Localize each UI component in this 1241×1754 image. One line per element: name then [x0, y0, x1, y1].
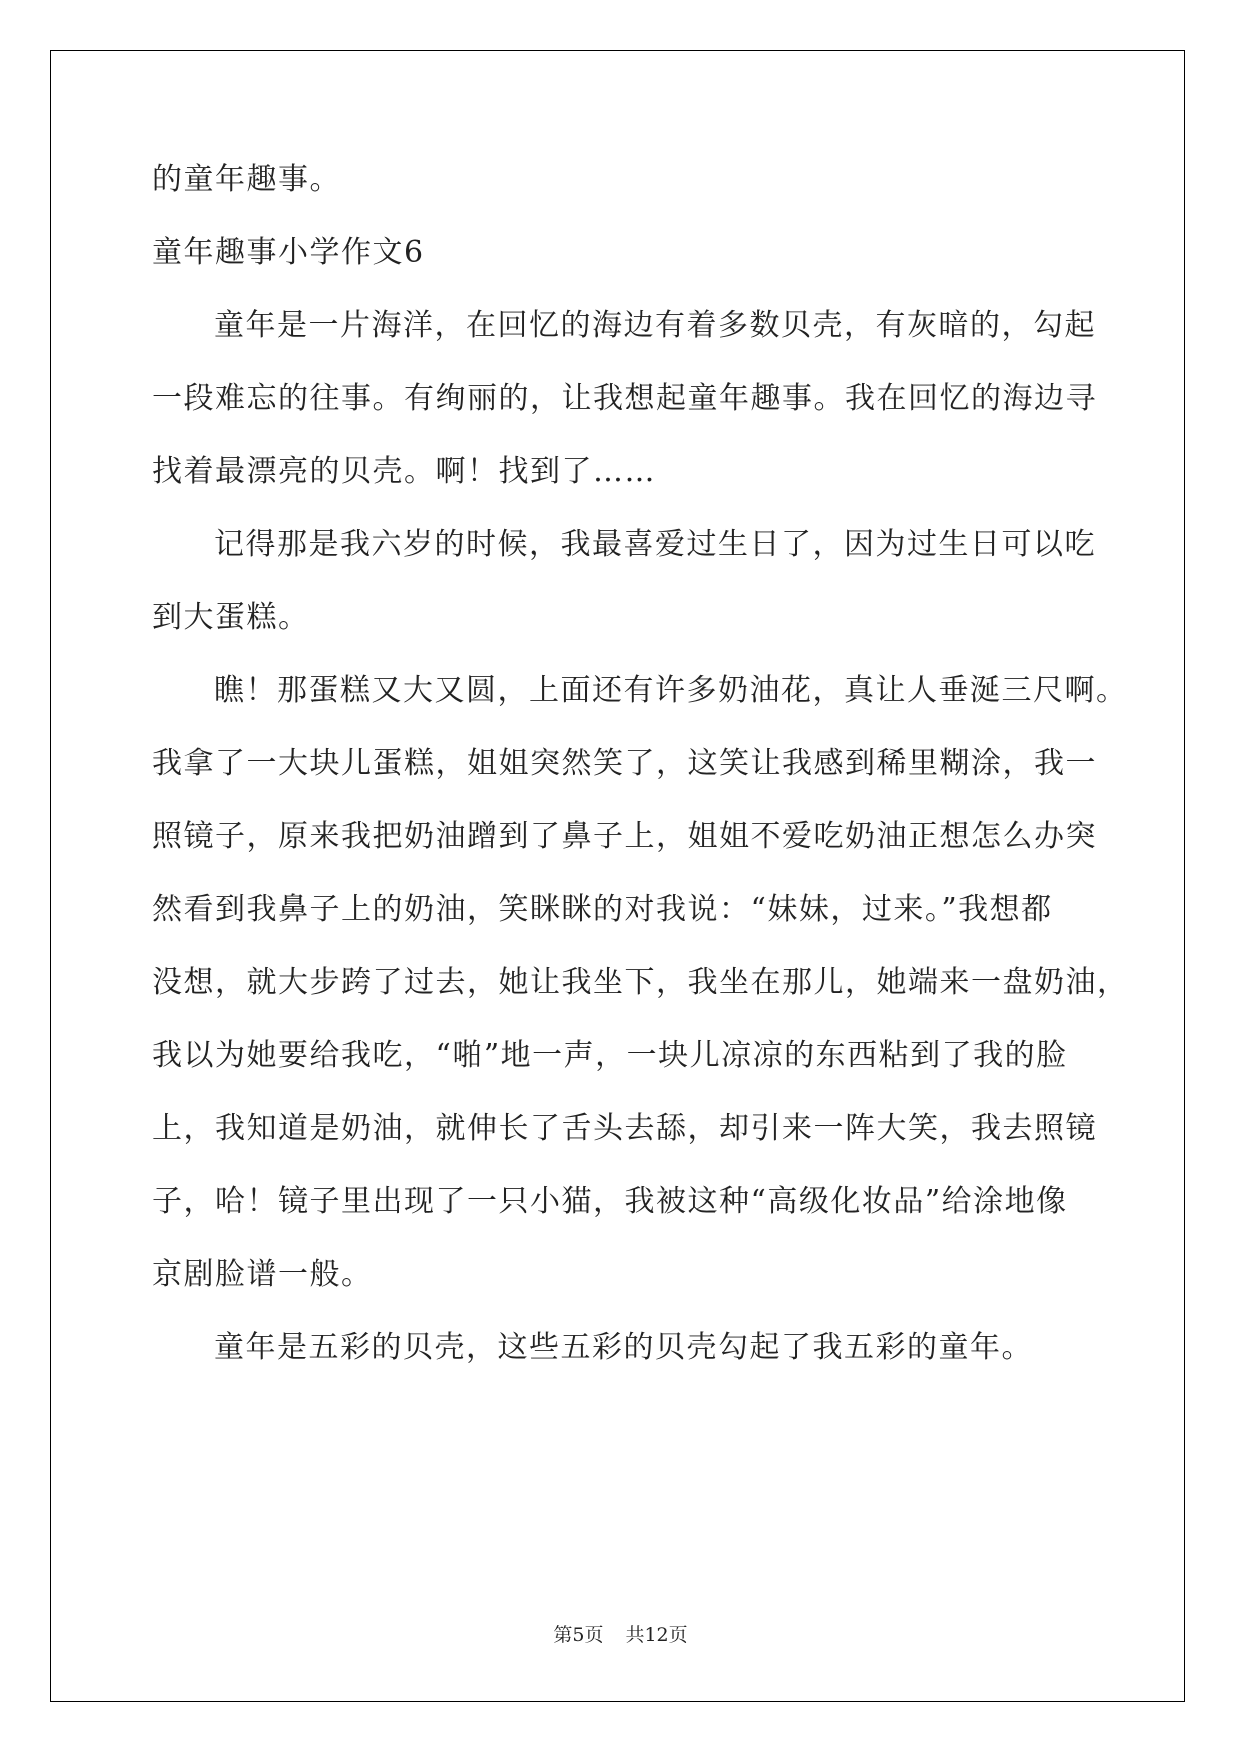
text-line: 我以为她要给我吃，“啪”地一声，一块儿凉凉的东西粘到了我的脸 — [152, 1038, 1068, 1073]
text-line: 童年是五彩的贝壳，这些五彩的贝壳勾起了我五彩的童年。 — [214, 1330, 1033, 1365]
text-line: 一段难忘的往事。有绚丽的，让我想起童年趣事。我在回忆的海边寻 — [152, 381, 1097, 416]
text-line: 到大蛋糕。 — [152, 600, 310, 635]
page-total: 共12页 — [625, 1624, 688, 1646]
text-line: 我拿了一大块儿蛋糕，姐姐突然笑了，这笑让我感到稀里糊涂，我一 — [152, 746, 1097, 781]
text-line: 找着最漂亮的贝壳。啊！找到了…… — [152, 454, 656, 489]
text-line: 然看到我鼻子上的奶油，笑眯眯的对我说：“妹妹，过来。”我想都 — [152, 892, 1053, 927]
section-heading: 童年趣事小学作文6 — [152, 235, 425, 270]
text-line: 童年是一片海洋，在回忆的海边有着多数贝壳，有灰暗的，勾起 — [214, 308, 1096, 343]
text-line: 记得那是我六岁的时候，我最喜爱过生日了，因为过生日可以吃 — [214, 527, 1096, 562]
page-border — [50, 50, 1185, 1702]
text-line: 照镜子，原来我把奶油蹭到了鼻子上，姐姐不爱吃奶油正想怎么办突 — [152, 819, 1097, 854]
text-line: 京剧脸谱一般。 — [152, 1257, 373, 1292]
text-line: 没想，就大步跨了过去，她让我坐下，我坐在那儿，她端来一盘奶油， — [152, 965, 1129, 1000]
text-line: 瞧！那蛋糕又大又圆，上面还有许多奶油花，真让人垂涎三尺啊。 — [214, 673, 1128, 708]
text-line: 上，我知道是奶油，就伸长了舌头去舔，却引来一阵大笑，我去照镜 — [152, 1111, 1097, 1146]
page-number: 第5页 — [553, 1624, 604, 1646]
text-line: 子，哈！镜子里出现了一只小猫，我被这种“高级化妆品”给涂地像 — [152, 1184, 1068, 1219]
page-footer — [0, 1620, 1241, 1647]
text-line: 的童年趣事。 — [152, 162, 341, 197]
